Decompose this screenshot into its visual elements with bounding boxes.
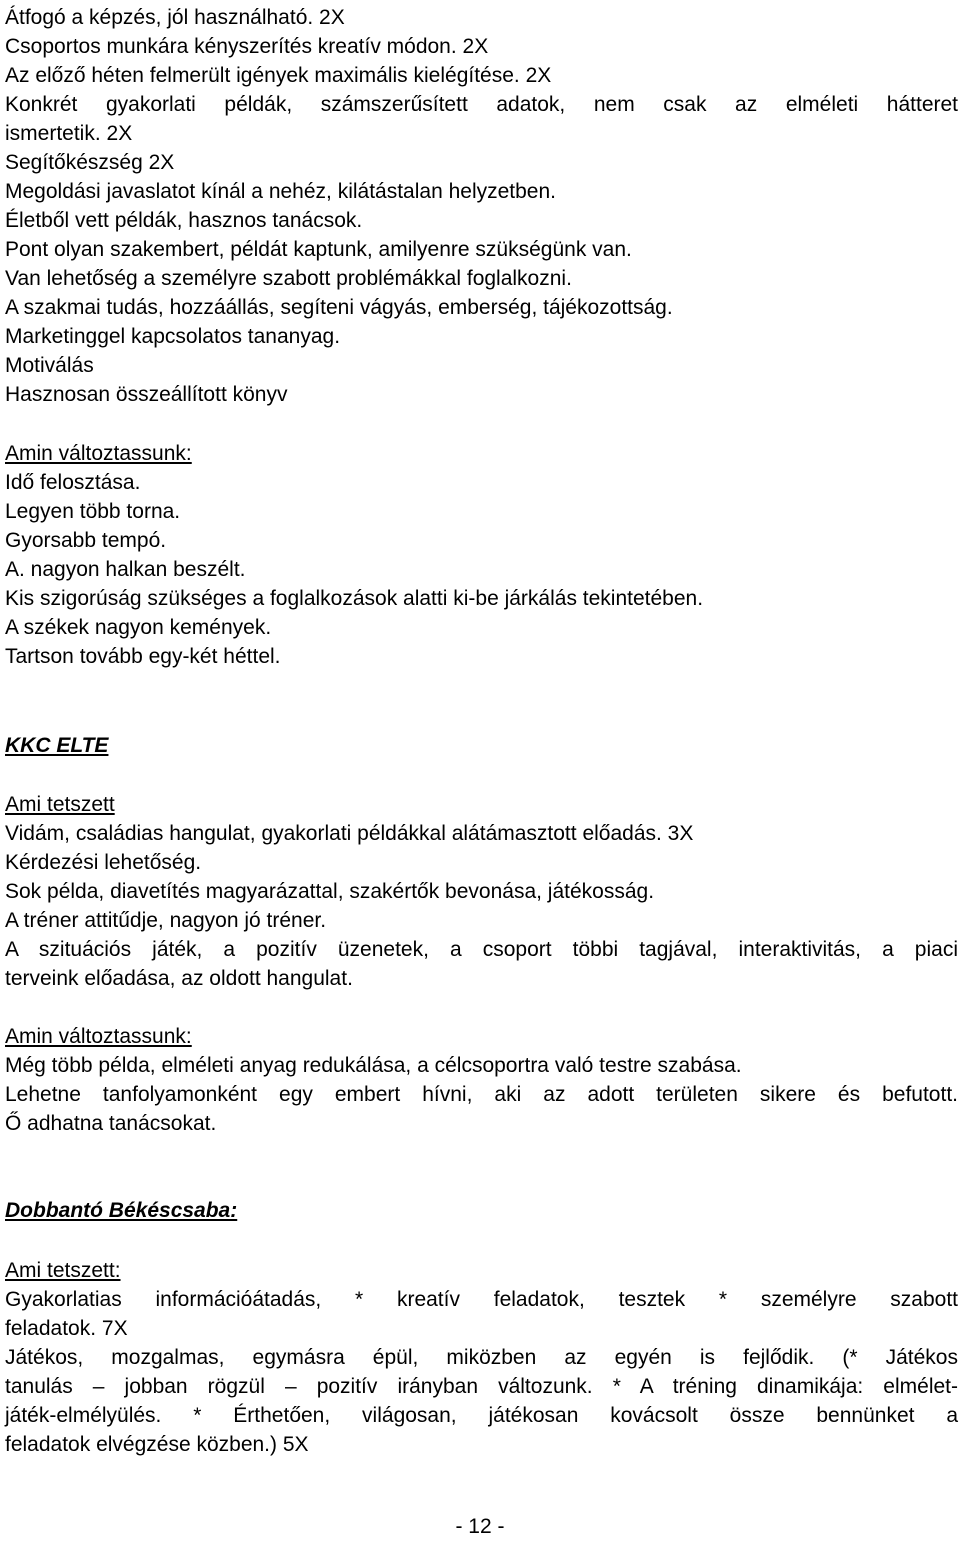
list-item: játék-elmélyülés. * Érthetően, világosan, játékosan kovácsolt össze bennünket a: [5, 1404, 958, 1427]
list-item: Gyakorlatias információátadás, * kreatív feladatok, tesztek * személyre szabott: [5, 1288, 958, 1311]
section-title: Dobbantó Békéscsaba:: [5, 1199, 238, 1222]
list-item: Hasznosan összeállított könyv: [5, 383, 288, 406]
page-number: - 12 -: [455, 1515, 505, 1538]
list-item: Még több példa, elméleti anyag redukálása, a célcsoportra való testre szabása.: [5, 1054, 742, 1077]
list-item: Kis szigorúság szükséges a foglalkozások alatti ki-be járkálás tekintetében.: [5, 587, 704, 610]
list-item: Játékos, mozgalmas, egymásra épül, miközben az egyén is fejlődik. (* Játékos: [5, 1346, 958, 1369]
list-item: Életből vett példák, hasznos tanácsok.: [5, 209, 363, 232]
list-item: Sok példa, diavetítés magyarázattal, szakértők bevonása, játékosság.: [5, 880, 655, 903]
dobbanto-liked-list: [5, 1256, 958, 1459]
kkc-section-title-block: [5, 731, 958, 760]
list-item: Legyen több torna.: [5, 500, 181, 523]
list-item: Az előző héten felmerült igények maximális kielégítése. 2X: [5, 64, 552, 87]
top-change-list: [5, 439, 958, 671]
list-item: Segítőkészség 2X: [5, 151, 175, 174]
list-item: Idő felosztása.: [5, 471, 141, 494]
list-item: Átfogó a képzés, jól használható. 2X: [5, 6, 345, 29]
list-item: Konkrét gyakorlati példák, számszerűsített adatok, nem csak az elméleti hátteret: [5, 93, 958, 116]
list-item: Marketinggel kapcsolatos tananyag.: [5, 325, 341, 348]
list-item: Tartson tovább egy-két héttel.: [5, 645, 281, 668]
kkc-change-list: [5, 1022, 958, 1138]
list-item: terveink előadása, az oldott hangulat.: [5, 967, 353, 990]
list-item: A. nagyon halkan beszélt.: [5, 558, 246, 581]
list-item: Megoldási javaslatot kínál a nehéz, kilátástalan helyzetben.: [5, 180, 557, 203]
list-item: Lehetne tanfolyamonként egy embert hívni, aki az adott területen sikere és befutott.: [5, 1083, 958, 1106]
list-item: Kérdezési lehetőség.: [5, 851, 202, 874]
list-item: Gyorsabb tempó.: [5, 529, 167, 552]
list-item: feladatok. 7X: [5, 1317, 128, 1340]
list-item: Van lehetőség a személyre szabott problémákkal foglalkozni.: [5, 267, 572, 290]
list-item: Pont olyan szakembert, példát kaptunk, amilyenre szükségünk van.: [5, 238, 632, 261]
section-heading: Amin változtassunk:: [5, 1025, 192, 1048]
list-item: feladatok elvégzése közben.) 5X: [5, 1433, 309, 1456]
list-item: A szakmai tudás, hozzáállás, segíteni vágyás, emberség, tájékozottság.: [5, 296, 673, 319]
top-liked-list: [5, 3, 958, 409]
dobbanto-section-title-block: [5, 1196, 958, 1225]
list-item: A szituációs játék, a pozitív üzenetek, a csoport többi tagjával, interaktivitás, a piaci: [5, 938, 958, 961]
list-item: ismertetik. 2X: [5, 122, 133, 145]
section-heading: Amin változtassunk:: [5, 442, 192, 465]
list-item: A tréner attitűdje, nagyon jó tréner.: [5, 909, 327, 932]
section-heading: Ami tetszett: [5, 793, 115, 816]
list-item: Motiválás: [5, 354, 94, 377]
list-item: Csoportos munkára kényszerítés kreatív módon. 2X: [5, 35, 489, 58]
list-item: Vidám, családias hangulat, gyakorlati példákkal alátámasztott előadás. 3X: [5, 822, 694, 845]
list-item: Ő adhatna tanácsokat.: [5, 1112, 217, 1135]
section-title: KKC ELTE: [5, 734, 109, 757]
list-item: A székek nagyon kemények.: [5, 616, 272, 639]
section-heading: Ami tetszett:: [5, 1259, 121, 1282]
kkc-liked-list: [5, 790, 958, 993]
list-item: tanulás – jobban rögzül – pozitív irányban változunk. * A tréning dinamikája: elmélet-: [5, 1375, 958, 1398]
